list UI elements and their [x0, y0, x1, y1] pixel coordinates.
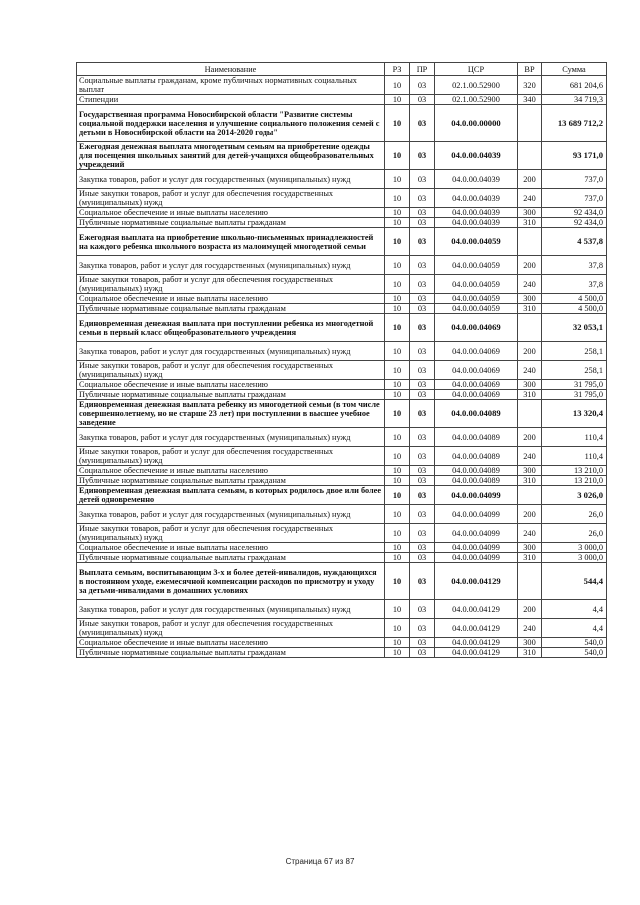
cell-name: Социальное обеспечение и иные выплаты населению	[77, 638, 385, 648]
cell-pr: 03	[410, 170, 435, 189]
header-csr: ЦСР	[435, 63, 518, 76]
cell-pr: 03	[410, 619, 435, 638]
table-row	[77, 304, 607, 314]
cell-vr: 310	[518, 648, 542, 658]
cell-csr: 04.0.00.04099	[435, 486, 518, 505]
cell-sum: 37,8	[542, 275, 607, 294]
cell-name: Публичные нормативные социальные выплаты гражданам	[77, 648, 385, 658]
cell-name: Ежегодная денежная выплата многодетным семьям на приобретение одежды для посещения школьных занятий для детей-учащихся общеобразовательных учреждений	[77, 142, 385, 170]
cell-pr: 03	[410, 95, 435, 105]
header-name: Наименование	[77, 63, 385, 76]
cell-sum: 34 719,3	[542, 95, 607, 105]
cell-rz: 10	[385, 95, 410, 105]
cell-rz: 10	[385, 304, 410, 314]
cell-vr: 300	[518, 208, 542, 218]
cell-csr: 04.0.00.04089	[435, 428, 518, 447]
cell-rz: 10	[385, 361, 410, 380]
cell-pr: 03	[410, 390, 435, 400]
cell-sum: 37,8	[542, 256, 607, 275]
cell-name: Социальное обеспечение и иные выплаты населению	[77, 294, 385, 304]
table-row	[77, 543, 607, 553]
page-footer: Страница 67 из 87	[285, 857, 355, 866]
cell-pr: 03	[410, 208, 435, 218]
cell-rz: 10	[385, 105, 410, 142]
cell-csr: 04.0.00.04059	[435, 228, 518, 256]
cell-name: Социальное обеспечение и иные выплаты населению	[77, 543, 385, 553]
cell-rz: 10	[385, 342, 410, 361]
cell-vr: 320	[518, 76, 542, 95]
cell-csr: 04.0.00.04069	[435, 361, 518, 380]
cell-rz: 10	[385, 314, 410, 342]
cell-rz: 10	[385, 638, 410, 648]
cell-pr: 03	[410, 543, 435, 553]
cell-rz: 10	[385, 563, 410, 600]
table-row	[77, 189, 607, 208]
table-body	[77, 76, 607, 658]
cell-csr: 04.0.00.04039	[435, 208, 518, 218]
cell-sum: 540,0	[542, 638, 607, 648]
cell-sum: 110,4	[542, 447, 607, 466]
cell-csr: 04.0.00.04099	[435, 553, 518, 563]
cell-pr: 03	[410, 524, 435, 543]
cell-name: Публичные нормативные социальные выплаты гражданам	[77, 476, 385, 486]
table-row	[77, 342, 607, 361]
cell-name: Публичные нормативные социальные выплаты гражданам	[77, 553, 385, 563]
cell-pr: 03	[410, 256, 435, 275]
cell-rz: 10	[385, 553, 410, 563]
table-row	[77, 524, 607, 543]
cell-csr: 04.0.00.04129	[435, 638, 518, 648]
cell-vr	[518, 400, 542, 428]
cell-rz: 10	[385, 256, 410, 275]
cell-vr	[518, 563, 542, 600]
cell-pr: 03	[410, 505, 435, 524]
cell-pr: 03	[410, 294, 435, 304]
cell-csr: 04.0.00.04069	[435, 390, 518, 400]
cell-sum: 31 795,0	[542, 390, 607, 400]
table-row	[77, 428, 607, 447]
cell-csr: 04.0.00.04099	[435, 524, 518, 543]
cell-sum: 92 434,0	[542, 218, 607, 228]
cell-csr: 04.0.00.04089	[435, 447, 518, 466]
table-row	[77, 361, 607, 380]
cell-vr: 300	[518, 466, 542, 476]
cell-rz: 10	[385, 76, 410, 95]
cell-sum: 13 210,0	[542, 466, 607, 476]
cell-rz: 10	[385, 142, 410, 170]
cell-rz: 10	[385, 170, 410, 189]
cell-csr: 04.0.00.04069	[435, 314, 518, 342]
cell-name: Единовременная денежная выплата семьям, в которых родилось двое или более детей одновременно	[77, 486, 385, 505]
cell-pr: 03	[410, 218, 435, 228]
cell-vr: 300	[518, 380, 542, 390]
cell-rz: 10	[385, 486, 410, 505]
cell-pr: 03	[410, 648, 435, 658]
cell-pr: 03	[410, 447, 435, 466]
cell-vr: 240	[518, 361, 542, 380]
cell-rz: 10	[385, 619, 410, 638]
cell-csr: 04.0.00.04089	[435, 466, 518, 476]
cell-rz: 10	[385, 543, 410, 553]
cell-csr: 04.0.00.04089	[435, 476, 518, 486]
cell-vr: 310	[518, 553, 542, 563]
cell-rz: 10	[385, 600, 410, 619]
cell-sum: 3 000,0	[542, 543, 607, 553]
cell-pr: 03	[410, 486, 435, 505]
table-row	[77, 76, 607, 95]
table-row	[77, 600, 607, 619]
cell-name: Закупка товаров, работ и услуг для государственных (муниципальных) нужд	[77, 505, 385, 524]
cell-rz: 10	[385, 228, 410, 256]
cell-name: Закупка товаров, работ и услуг для государственных (муниципальных) нужд	[77, 170, 385, 189]
cell-vr: 310	[518, 218, 542, 228]
cell-sum: 31 795,0	[542, 380, 607, 390]
cell-name: Публичные нормативные социальные выплаты гражданам	[77, 390, 385, 400]
cell-rz: 10	[385, 428, 410, 447]
cell-sum: 540,0	[542, 648, 607, 658]
table-row	[77, 228, 607, 256]
cell-csr: 04.0.00.04099	[435, 505, 518, 524]
cell-vr	[518, 486, 542, 505]
table-row	[77, 208, 607, 218]
cell-pr: 03	[410, 275, 435, 294]
cell-sum: 93 171,0	[542, 142, 607, 170]
cell-csr: 04.0.00.04039	[435, 170, 518, 189]
cell-pr: 03	[410, 189, 435, 208]
table-row	[77, 553, 607, 563]
cell-sum: 4,4	[542, 600, 607, 619]
cell-csr: 04.0.00.04129	[435, 600, 518, 619]
cell-pr: 03	[410, 304, 435, 314]
table-row	[77, 294, 607, 304]
cell-sum: 3 026,0	[542, 486, 607, 505]
cell-sum: 13 320,4	[542, 400, 607, 428]
cell-csr: 04.0.00.04039	[435, 189, 518, 208]
table-row	[77, 380, 607, 390]
cell-sum: 681 204,6	[542, 76, 607, 95]
table-row	[77, 648, 607, 658]
cell-vr: 200	[518, 170, 542, 189]
cell-name: Социальное обеспечение и иные выплаты населению	[77, 208, 385, 218]
cell-sum: 544,4	[542, 563, 607, 600]
budget-table	[76, 62, 607, 658]
cell-vr: 200	[518, 256, 542, 275]
cell-csr: 04.0.00.04059	[435, 256, 518, 275]
cell-vr: 200	[518, 428, 542, 447]
cell-sum: 32 053,1	[542, 314, 607, 342]
cell-rz: 10	[385, 648, 410, 658]
cell-csr: 04.0.00.04059	[435, 275, 518, 294]
cell-vr: 300	[518, 638, 542, 648]
cell-vr: 240	[518, 619, 542, 638]
cell-sum: 258,1	[542, 342, 607, 361]
cell-sum: 26,0	[542, 524, 607, 543]
cell-name: Единовременная денежная выплата ребенку из многодетной семьи (в том числе совершеннолетнему, но не старше 23 лет) при поступлении в высшее учебное заведение	[77, 400, 385, 428]
cell-name: Социальное обеспечение и иные выплаты населению	[77, 466, 385, 476]
cell-sum: 26,0	[542, 505, 607, 524]
cell-vr: 200	[518, 342, 542, 361]
cell-pr: 03	[410, 476, 435, 486]
cell-pr: 03	[410, 314, 435, 342]
cell-sum: 4,4	[542, 619, 607, 638]
table-row	[77, 95, 607, 105]
cell-pr: 03	[410, 361, 435, 380]
cell-csr: 04.0.00.00000	[435, 105, 518, 142]
table-row	[77, 390, 607, 400]
cell-rz: 10	[385, 400, 410, 428]
cell-vr: 240	[518, 275, 542, 294]
table-row	[77, 170, 607, 189]
table-row	[77, 563, 607, 600]
cell-rz: 10	[385, 390, 410, 400]
header-pr: ПР	[410, 63, 435, 76]
cell-name: Социальное обеспечение и иные выплаты населению	[77, 380, 385, 390]
cell-csr: 04.0.00.04039	[435, 218, 518, 228]
cell-vr: 310	[518, 304, 542, 314]
cell-pr: 03	[410, 428, 435, 447]
cell-pr: 03	[410, 466, 435, 476]
cell-vr: 310	[518, 390, 542, 400]
cell-rz: 10	[385, 189, 410, 208]
cell-pr: 03	[410, 600, 435, 619]
header-vr: ВР	[518, 63, 542, 76]
table-row	[77, 447, 607, 466]
cell-rz: 10	[385, 505, 410, 524]
cell-csr: 04.0.00.04129	[435, 648, 518, 658]
cell-pr: 03	[410, 228, 435, 256]
cell-vr: 300	[518, 294, 542, 304]
cell-name: Иные закупки товаров, работ и услуг для обеспечения государственных (муниципальных) нужд	[77, 524, 385, 543]
table-row	[77, 142, 607, 170]
cell-csr: 04.0.00.04089	[435, 400, 518, 428]
cell-sum: 737,0	[542, 189, 607, 208]
cell-pr: 03	[410, 638, 435, 648]
cell-pr: 03	[410, 563, 435, 600]
cell-rz: 10	[385, 447, 410, 466]
cell-name: Стипендии	[77, 95, 385, 105]
cell-vr: 310	[518, 476, 542, 486]
cell-csr: 02.1.00.52900	[435, 95, 518, 105]
table-row	[77, 105, 607, 142]
cell-vr	[518, 142, 542, 170]
cell-rz: 10	[385, 218, 410, 228]
cell-name: Закупка товаров, работ и услуг для государственных (муниципальных) нужд	[77, 256, 385, 275]
table-row	[77, 218, 607, 228]
cell-name: Единовременная денежная выплата при поступлении ребенка из многодетной семьи в первый класс общеобразовательного учреждения	[77, 314, 385, 342]
cell-sum: 92 434,0	[542, 208, 607, 218]
cell-pr: 03	[410, 342, 435, 361]
cell-rz: 10	[385, 524, 410, 543]
table-row	[77, 314, 607, 342]
cell-name: Иные закупки товаров, работ и услуг для обеспечения государственных (муниципальных) нужд	[77, 619, 385, 638]
cell-vr: 240	[518, 447, 542, 466]
cell-sum: 3 000,0	[542, 553, 607, 563]
cell-rz: 10	[385, 294, 410, 304]
header-row	[77, 63, 607, 76]
cell-csr: 04.0.00.04039	[435, 142, 518, 170]
cell-sum: 4 537,8	[542, 228, 607, 256]
cell-vr: 240	[518, 524, 542, 543]
cell-name: Социальные выплаты гражданам, кроме публичных нормативных социальных выплат	[77, 76, 385, 95]
cell-name: Публичные нормативные социальные выплаты гражданам	[77, 218, 385, 228]
table-row	[77, 256, 607, 275]
cell-sum: 13 689 712,2	[542, 105, 607, 142]
cell-rz: 10	[385, 380, 410, 390]
cell-vr	[518, 228, 542, 256]
cell-pr: 03	[410, 400, 435, 428]
cell-vr: 340	[518, 95, 542, 105]
cell-pr: 03	[410, 380, 435, 390]
cell-name: Иные закупки товаров, работ и услуг для обеспечения государственных (муниципальных) нужд	[77, 447, 385, 466]
cell-name: Закупка товаров, работ и услуг для государственных (муниципальных) нужд	[77, 342, 385, 361]
cell-name: Публичные нормативные социальные выплаты гражданам	[77, 304, 385, 314]
cell-vr: 200	[518, 600, 542, 619]
cell-rz: 10	[385, 208, 410, 218]
cell-csr: 04.0.00.04129	[435, 563, 518, 600]
table-row	[77, 400, 607, 428]
table-row	[77, 476, 607, 486]
cell-sum: 258,1	[542, 361, 607, 380]
cell-vr	[518, 105, 542, 142]
cell-csr: 04.0.00.04059	[435, 294, 518, 304]
cell-vr	[518, 314, 542, 342]
cell-pr: 03	[410, 553, 435, 563]
cell-csr: 04.0.00.04069	[435, 380, 518, 390]
cell-name: Государственная программа Новосибирской области "Развитие системы социальной поддержки населения и улучшение социального положения семей с детьми в Новосибирской области на 2014-2020 годы"	[77, 105, 385, 142]
header-rz: РЗ	[385, 63, 410, 76]
cell-csr: 04.0.00.04059	[435, 304, 518, 314]
cell-name: Закупка товаров, работ и услуг для государственных (муниципальных) нужд	[77, 428, 385, 447]
cell-vr: 240	[518, 189, 542, 208]
table-row	[77, 486, 607, 505]
cell-csr: 04.0.00.04069	[435, 342, 518, 361]
cell-sum: 110,4	[542, 428, 607, 447]
cell-name: Закупка товаров, работ и услуг для государственных (муниципальных) нужд	[77, 600, 385, 619]
header-sum: Сумма	[542, 63, 607, 76]
cell-name: Ежегодная выплата на приобретение школьно-письменных принадлежностей на каждого ребенка школьного возраста из малоимущей многодетной семьи	[77, 228, 385, 256]
cell-sum: 737,0	[542, 170, 607, 189]
cell-pr: 03	[410, 76, 435, 95]
cell-pr: 03	[410, 105, 435, 142]
table-row	[77, 505, 607, 524]
table-row	[77, 275, 607, 294]
cell-sum: 4 500,0	[542, 304, 607, 314]
cell-name: Иные закупки товаров, работ и услуг для обеспечения государственных (муниципальных) нужд	[77, 361, 385, 380]
cell-csr: 04.0.00.04099	[435, 543, 518, 553]
table-row	[77, 619, 607, 638]
table-row	[77, 466, 607, 476]
cell-name: Выплата семьям, воспитывающим 3-х и более детей-инвалидов, нуждающихся в постоянном уходе, ежемесячной компенсации расходов по присмотру и уходу за детьми-инвалидами в домашних условиях	[77, 563, 385, 600]
cell-rz: 10	[385, 466, 410, 476]
cell-name: Иные закупки товаров, работ и услуг для обеспечения государственных (муниципальных) нужд	[77, 275, 385, 294]
cell-csr: 02.1.00.52900	[435, 76, 518, 95]
table-row	[77, 638, 607, 648]
cell-vr: 300	[518, 543, 542, 553]
cell-rz: 10	[385, 476, 410, 486]
cell-name: Иные закупки товаров, работ и услуг для обеспечения государственных (муниципальных) нужд	[77, 189, 385, 208]
cell-pr: 03	[410, 142, 435, 170]
cell-sum: 4 500,0	[542, 294, 607, 304]
cell-rz: 10	[385, 275, 410, 294]
cell-sum: 13 210,0	[542, 476, 607, 486]
cell-csr: 04.0.00.04129	[435, 619, 518, 638]
cell-vr: 200	[518, 505, 542, 524]
